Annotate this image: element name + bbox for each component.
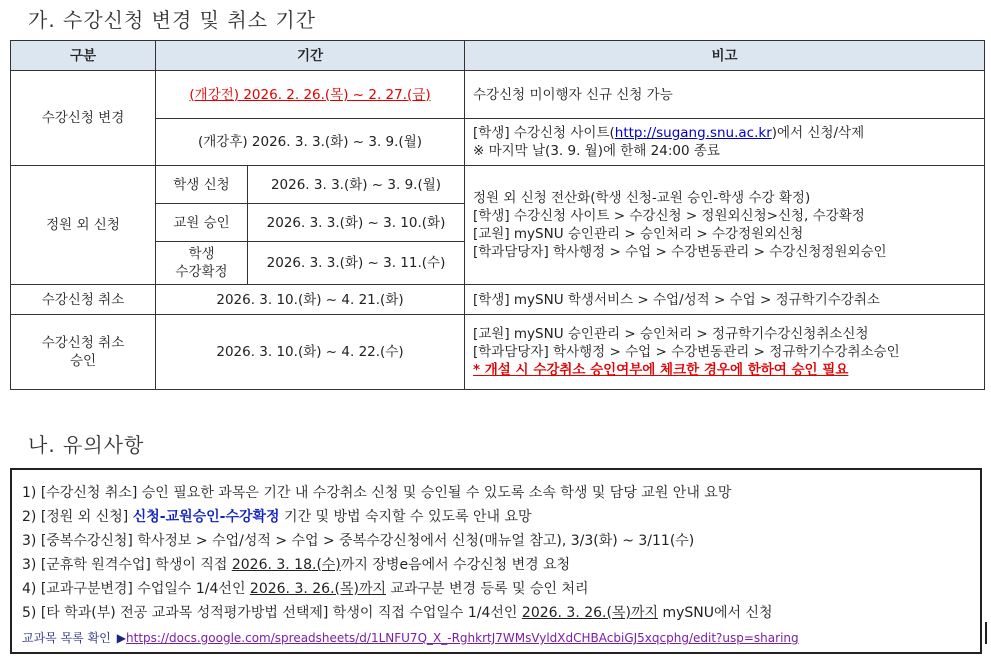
header-period: 기간	[156, 41, 465, 71]
text-cursor	[985, 622, 987, 644]
note-6: 5) [타 학과(부) 전공 교과목 성적평가방법 선택제] 학생이 직접 수업일수 1/4선인 2026. 3. 26.(목)까지 mySNU에서 신청	[22, 605, 773, 621]
change-post-date: (개강후) 2026. 3. 3.(화) ~ 3. 9.(월)	[156, 119, 465, 166]
course-list-label: 교과목 목록 확인	[22, 631, 111, 645]
table-row	[11, 315, 985, 390]
extra-label: 정원 외 신청	[11, 166, 156, 285]
extra-sub-student: 학생 신청	[156, 166, 248, 204]
table-header-row	[11, 41, 985, 71]
section-title-period: 가. 수강신청 변경 및 취소 기간	[28, 8, 316, 32]
note-3: 3) [중복수강신청] 학사정보 > 수업/성적 > 수업 > 중복수강신청에서 신청(매뉴얼 참고), 3/3(화) ~ 3/11(수)	[22, 533, 695, 549]
sugang-link[interactable]: http://sugang.snu.ac.kr	[614, 125, 772, 141]
extra-date-faculty: 2026. 3. 3.(화) ~ 3. 10.(화)	[248, 204, 465, 242]
approval-warning: * 개설 시 수강취소 승인여부에 체크한 경우에 한하여 승인 필요	[473, 362, 849, 378]
cancel-date: 2026. 3. 10.(화) ~ 4. 21.(화)	[156, 285, 465, 315]
note-2: 2) [정원 외 신청] 신청-교원승인-수강확정 기간 및 방법 숙지할 수 있도록 안내 요망	[22, 509, 532, 525]
table-row	[11, 166, 985, 204]
extra-date-confirm: 2026. 3. 3.(화) ~ 3. 11.(수)	[248, 242, 465, 285]
spreadsheet-link[interactable]: https://docs.google.com/spreadsheets/d/1LNFU7Q_X_-RghkrtJ7WMsVyldXdCHBAcbiGJ5xqcphg/edit?usp=sharing	[126, 631, 799, 645]
cancel-note: [학생] mySNU 학생서비스 > 수업/성적 > 수업 > 정규학기수강취소	[465, 285, 985, 315]
cancel-approval-date: 2026. 3. 10.(화) ~ 4. 22.(수)	[156, 315, 465, 390]
change-label: 수강신청 변경	[11, 71, 156, 166]
change-pre-date: (개강전) 2026. 2. 26.(목) ~ 2. 27.(금)	[156, 71, 465, 119]
course-list-link-line	[22, 629, 799, 646]
cancel-approval-notes: [교원] mySNU 승인관리 > 승인처리 > 정규학기수강신청취소신청 [학과담당자] 학사행정 > 수업 > 수강변동관리 > 정규학기수강취소승인 * 개설 시 수강취소 승인여부에 체크한 경우에 한하여 승인 필요	[465, 315, 985, 390]
change-post-note: [학생] 수강신청 사이트(http://sugang.snu.ac.kr)에서 신청/삭제 ※ 마지막 날(3. 9. 월)에 한해 24:00 종료	[465, 119, 985, 166]
note-4: 3) [군휴학 원격수업] 학생이 직접 2026. 3. 18.(수)까지 장병e음에서 수강신청 변경 요청	[22, 557, 571, 573]
change-pre-note: 수강신청 미이행자 신규 신청 가능	[465, 71, 985, 119]
note-5: 4) [교과구분변경] 수업일수 1/4선인 2026. 3. 26.(목)까지 교과구분 변경 등록 및 승인 처리	[22, 581, 589, 597]
section-title-notes: 나. 유의사항	[28, 433, 145, 457]
header-remarks: 비고	[465, 41, 985, 71]
table-row	[11, 119, 985, 166]
schedule-table	[10, 40, 985, 390]
play-arrow-icon: ▶	[116, 631, 127, 645]
cancel-label: 수강신청 취소	[11, 285, 156, 315]
cancel-approval-label: 수강신청 취소 승인	[11, 315, 156, 390]
note-1: 1) [수강신청 취소] 승인 필요한 과목은 기간 내 수강취소 신청 및 승인될 수 있도록 소속 학생 및 담당 교원 안내 요망	[22, 485, 732, 501]
extra-sub-confirm: 학생 수강확정	[156, 242, 248, 285]
extra-notes: 정원 외 신청 전산화(학생 신청-교원 승인-학생 수강 확정) [학생] 수강신청 사이트 > 수강신청 > 정원외신청>신청, 수강확정 [교원] mySNU 승인관리 > 승인처리 > 수강정원외신청 [학과담당자] 학사행정 > 수업 > 수강변동관리 > 수강신청정원외승인	[465, 166, 985, 285]
table-row	[11, 285, 985, 315]
table-row	[11, 71, 985, 119]
notes-box	[10, 468, 982, 654]
header-category: 구분	[11, 41, 156, 71]
extra-date-student: 2026. 3. 3.(화) ~ 3. 9.(월)	[248, 166, 465, 204]
extra-sub-faculty: 교원 승인	[156, 204, 248, 242]
